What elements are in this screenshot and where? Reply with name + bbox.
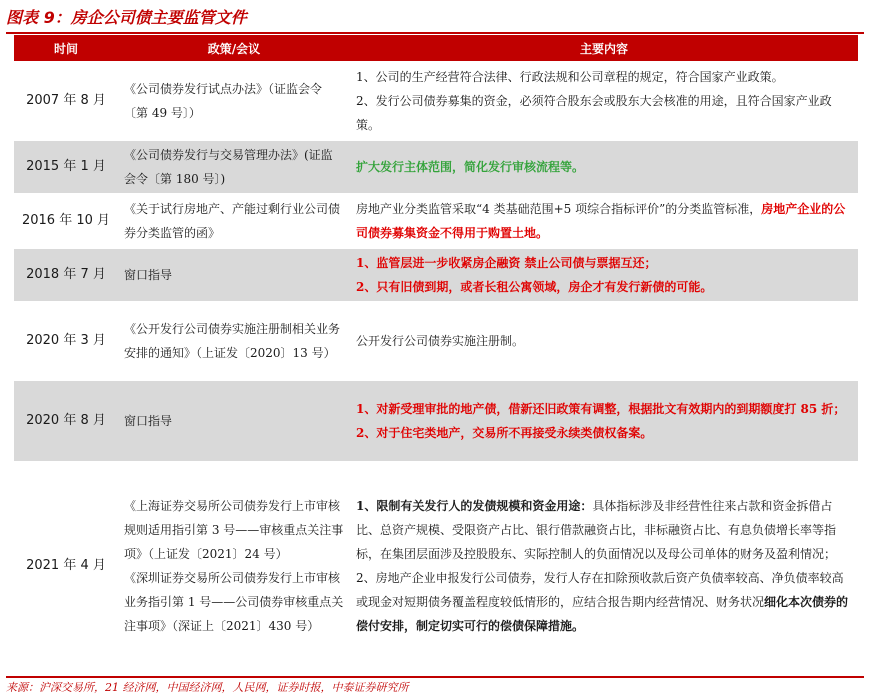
content-line: 2、发行公司债券募集的资金，必须符合股东会或股东大会核准的用途，且符合国家产业政策。: [356, 94, 832, 132]
content-line: 1、监管层进一步收紧房企融资 禁止公司债与票据互还；: [356, 256, 657, 270]
policy-text: 《公司债券发行与交易管理办法》(证监会令〔第 180 号〕): [124, 148, 333, 186]
table-row: [14, 380, 858, 462]
content-line: 2、只有旧债到期，或者长租公寓领域，房企才有发行新债的可能。: [356, 280, 713, 294]
content-line: 公开发行公司债券实施注册制。: [356, 334, 525, 348]
policy-text: 《关于试行房地产、产能过剩行业公司债券分类监管的函》: [124, 202, 341, 240]
table-row: [14, 194, 858, 248]
row-content: [350, 194, 858, 248]
policy-text: 窗口指导: [124, 268, 173, 282]
figure-title-bar: [6, 4, 864, 34]
row-policy: [118, 194, 350, 248]
header-policy: 政策/会议: [118, 35, 350, 62]
row-content: [350, 248, 858, 302]
policy-text: 《公司债券发行试点办法》（证监会令〔第 49 号〕）: [124, 82, 323, 120]
row-policy: [118, 302, 350, 380]
regulation-table: [14, 35, 858, 668]
row-time: 2016 年 10 月: [14, 194, 118, 248]
policy-text: 《深圳证券交易所公司债券发行上市审核业务指引第 1 号——公司债券审核重点关注事项》（深证上〔2021〕430 号）: [124, 570, 344, 633]
table-row: [14, 62, 858, 140]
source-footnote: 来源：沪深交易所，21 经济网，中国经济网，人民网，证券时报，中泰证券研究所: [6, 676, 864, 698]
row-content: [350, 140, 858, 194]
content-text: 房地产业分类监管采取“4 类基础范围+5 项综合指标评价”的分类监管标准，: [356, 202, 762, 216]
content-line: 扩大发行主体范围，简化发行审核流程等。: [356, 160, 585, 174]
row-time: 2021 年 4 月: [14, 462, 118, 668]
row-policy: [118, 380, 350, 462]
content-text-bold: 1、限制有关发行人的发债规模和资金用途：: [356, 498, 593, 513]
content-line: [356, 494, 852, 566]
content-text-bold: 细化本次债券的偿付安排，制定切实可行的偿债保障措施。: [356, 594, 849, 633]
row-policy: [118, 140, 350, 194]
row-time: 2015 年 1 月: [14, 140, 118, 194]
content-line: 1、公司的生产经营符合法律、行政法规和公司章程的规定，符合国家产业政策。: [356, 70, 784, 84]
row-content: [350, 62, 858, 140]
policy-text: 窗口指导: [124, 414, 173, 428]
table-header-row: [14, 35, 858, 62]
header-time: 时间: [14, 35, 118, 62]
content-line: 2、对于住宅类地产，交易所不再接受永续类债权备案。: [356, 426, 653, 440]
content-line: [356, 566, 852, 638]
table-row: [14, 302, 858, 380]
content-text: 具体指标涉及非经营性往来占款和资金拆借占比、总资产规模、受限资产占比、银行借款融资占比，非标融资占比、有息负债增长率等指标，在集团层面涉及控股股东、实际控制人的负面情况以及母公司单体的财务及盈利情况；: [356, 498, 837, 561]
row-content: [350, 462, 858, 668]
policy-text: 《公开发行公司债券实施注册制相关业务安排的通知》（上证发〔2020〕13 号）: [124, 322, 341, 360]
row-policy: [118, 62, 350, 140]
content-line: 1、对新受理审批的地产债，借新还旧政策有调整，根据批文有效期内的到期额度打 85 折；: [356, 402, 846, 416]
content-text-highlight: 房地产企业的公司债券募集资金不得用于购置土地。: [356, 202, 846, 240]
row-time: 2020 年 8 月: [14, 380, 118, 462]
row-policy: [118, 248, 350, 302]
policy-text: 《上海证券交易所公司债券发行上市审核规则适用指引第 3 号——审核重点关注事项》（上证发〔2021〕24 号）: [124, 498, 344, 561]
row-content: [350, 302, 858, 380]
row-policy: [118, 462, 350, 668]
row-time: 2007 年 8 月: [14, 62, 118, 140]
table-row: [14, 462, 858, 668]
table-row: [14, 140, 858, 194]
content-text: 2、房地产企业申报发行公司债券，发行人存在扣除预收款后资产负债率较高、净负债率较高或现金对短期债务覆盖程度较低情形的，应结合报告期内经营情况、财务状况: [356, 570, 844, 609]
row-time: 2020 年 3 月: [14, 302, 118, 380]
figure-title: 图表 9：房企公司债主要监管文件: [6, 8, 247, 27]
row-content: [350, 380, 858, 462]
row-time: 2018 年 7 月: [14, 248, 118, 302]
table-row: [14, 248, 858, 302]
header-content: 主要内容: [350, 35, 858, 62]
